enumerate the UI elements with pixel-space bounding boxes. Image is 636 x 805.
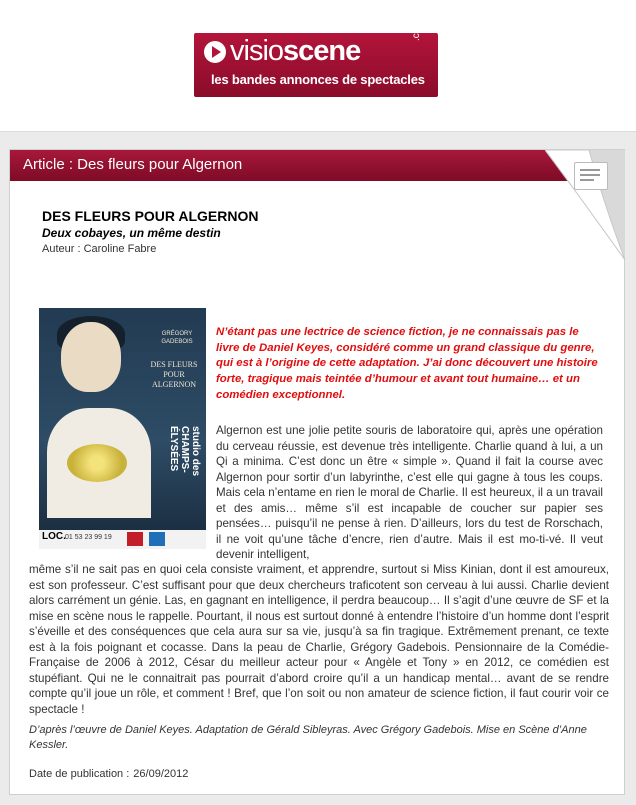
visioscene-logo[interactable] [194,19,438,97]
article-panel [9,149,625,795]
article-titlebar [10,150,624,181]
article-title: DES FLEURS POUR ALGERNON [42,208,259,224]
poster-title: DES FLEURS POUR ALGERNON [150,360,198,389]
show-poster-image [39,308,206,549]
logo-wordmark: visioscene [230,35,361,67]
article-intro: N’étant pas une lectrice de science fiction, je ne connaissais pas le livre de Daniel Keyes, considéré comme un grand classique du genre, qui est à l’origine de cette adaptation. J’ai donc découvert une histoire forte, tragique mais teintée d’humour et avant tout humaine… et un comédien exceptionnel. [216,326,598,401]
poster-face [61,322,121,392]
article-subtitle: Deux cobayes, un même destin [42,226,221,240]
article-body-part2: même s’il ne sait pas en quoi cela consiste vraiment, et apprendre, surtout si Miss Kinian, dont il est amoureux, est son professeur. C’est suffisant pour que deux chercheurs traficotent son cerveau à lui aussi. Charlie devient alors carrément un génie. Las, en gagnant en intelligence, il perdra beaucoup… Il s’agit d’une œuvre de SF et la mise en scène nous le rappelle. Pourtant, il nous est surtout donné à entendre l’histoire d’un homme dont l’esprit s’éveille et des conséquences que cela aura sur sa vie, jusqu’à sa fin tragique. Extrêmement prenant, ce texte est à la fois poignant et cocasse. Dans la peau de Charlie, Grégory Gadebois. Pensionnaire de la Comédie-Française de 2006 à 2012, César du meilleur acteur pour « Angèle et Tony » en 2012, ce comédien est stupéfiant. Qui ne le connaitrait pas pourrait d’abord croire qu’il a un handicap mental… avant de se rendre compte qu’il joue un rôle, et comment ! Bref, que l’on soit ou non amateur de science fiction, il faut courir voir ce spectacle ! [29,563,609,716]
panel-title: Article : Des fleurs pour Algernon [23,156,243,173]
article-author: Auteur : Caroline Fabre [42,243,157,255]
publication-date [29,768,188,780]
document-icon [574,162,608,190]
publication-date-label: Date de publication : [29,768,130,780]
site-header [0,0,636,132]
sponsor-logo [127,532,143,546]
sponsor-logo [149,532,165,546]
article-credits: D’après l’œuvre de Daniel Keyes. Adaptation de Gérald Sibleyras. Avec Grégory Gadebois. Mise en Scène d’Anne Kessler. [29,724,587,751]
article-body-part1: Algernon est une jolie petite souris de laboratoire qui, après une opération du cerveau réussie, est devenue très intelligente. Charlie quand à lui, a un Qi a minima. C’est donc un être « simple ». Quand il fait la course avec Algernon pour sortir d’un labyrinthe, c’est elle qui gagne à tous les coups. Mais cela n’entame en rien le moral de Charlie. Il est heureux, il a un travail et des amis… même s’il est incapable de coucher sur papier ses pensées… puisqu’il ne pense à rien. D’ailleurs, lors du test de Rorschach, il ne voit qu’une tâche d’encre, rien d’autre. Mais il est mo-ti-vé. Il veut devenir intelligent, [216,424,603,561]
logo-tagline: les bandes annonces de spectacles [211,72,425,87]
poster-loc-label: LOC. [42,531,66,542]
poster-theatre: studio des CHAMPS-ÉLYSÉES [168,426,201,477]
play-icon [204,41,226,63]
poster-flowers [67,444,127,482]
logo-dotcom: .com [411,19,422,41]
poster-actor: GRÉGORY GADEBOIS [161,331,193,345]
publication-date-value: 26/09/2012 [133,768,189,780]
poster-loc-phone: 01 53 23 99 19 [65,534,112,541]
poster-loc-strip [39,530,206,549]
